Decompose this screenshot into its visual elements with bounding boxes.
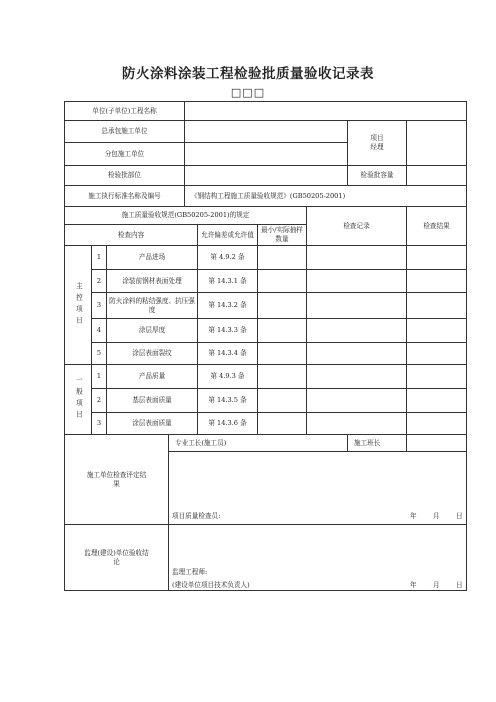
- page-title: 防火涂料涂装工程检验批质量验收记录表: [122, 66, 374, 82]
- item-clause: 第 14.3.6 条: [197, 412, 258, 435]
- check-result-field[interactable]: [406, 318, 467, 343]
- check-result-field[interactable]: [406, 269, 467, 293]
- item-clause: 第 4.9.3 条: [197, 364, 258, 389]
- min-sampling-header: 最小/实际抽样数量: [257, 224, 307, 246]
- check-record-field[interactable]: [306, 245, 407, 270]
- batch-part-field[interactable]: [184, 165, 348, 186]
- item-clause: 第 14.3.5 条: [197, 388, 258, 413]
- item-clause: 第 14.3.1 条: [197, 269, 258, 293]
- supervision-label: [64, 524, 169, 591]
- owner-tech-lead-label: (建设单位项目技术负责人): [172, 581, 250, 589]
- sampling-field[interactable]: [257, 364, 307, 389]
- item-content: 涂层表面裂纹: [106, 342, 198, 365]
- form-number-boxes: □□□: [230, 86, 266, 99]
- general-contractor-label: 总承包施工单位: [64, 120, 185, 143]
- spec-title: 施工质量验收规范(GB50205-2001)的规定: [64, 206, 307, 225]
- sampling-field[interactable]: [257, 388, 307, 413]
- check-record-field[interactable]: [306, 269, 407, 293]
- item-no: 1: [91, 245, 107, 270]
- team-leader-label: 施工班长: [347, 434, 407, 452]
- item-no: 4: [91, 318, 107, 343]
- sampling-field[interactable]: [257, 412, 307, 435]
- item-content: 产品质量: [106, 364, 198, 389]
- item-content: 涂层表面质量: [106, 412, 198, 435]
- item-content: 产品进场: [106, 245, 198, 270]
- project-manager-label: [347, 120, 407, 166]
- check-record-field[interactable]: [306, 342, 407, 365]
- team-leader-field[interactable]: [406, 434, 467, 452]
- standard-name-label: 施工执行标准名称及编号: [64, 185, 185, 207]
- item-no: 3: [91, 412, 107, 435]
- main-items-group-text: 主控项目: [74, 281, 83, 329]
- check-result-field[interactable]: [406, 292, 467, 319]
- item-no: 2: [91, 388, 107, 413]
- eval-day-label: 日: [456, 512, 463, 520]
- check-record-header: 检查记录: [306, 206, 407, 246]
- project-manager-field[interactable]: [406, 120, 467, 166]
- sampling-field[interactable]: [257, 245, 307, 270]
- check-record-field[interactable]: [306, 364, 407, 389]
- item-content: 涂装前钢材表面处理: [106, 269, 198, 293]
- item-content: 防火涂料的粘结强度、抗压强度: [106, 292, 198, 319]
- check-result-field[interactable]: [406, 412, 467, 435]
- item-no: 2: [91, 269, 107, 293]
- general-items-group-label: [64, 364, 92, 435]
- batch-capacity-label: 检验批容量: [347, 165, 407, 186]
- check-content-header: 检查内容: [64, 224, 198, 246]
- sampling-field[interactable]: [257, 318, 307, 343]
- item-clause: 第 14.3.4 条: [197, 342, 258, 365]
- batch-capacity-field[interactable]: [406, 165, 467, 186]
- foreman-label: 专业工长(施工员): [168, 434, 348, 452]
- check-record-field[interactable]: [306, 318, 407, 343]
- check-result-field[interactable]: [406, 388, 467, 413]
- item-content: 涂层厚度: [106, 318, 198, 343]
- unit-project-name-field[interactable]: [184, 101, 467, 121]
- check-record-field[interactable]: [306, 292, 407, 319]
- check-result-field[interactable]: [406, 364, 467, 389]
- item-content: 基层表面质量: [106, 388, 198, 413]
- sampling-field[interactable]: [257, 269, 307, 293]
- sampling-field[interactable]: [257, 342, 307, 365]
- check-record-field[interactable]: [306, 412, 407, 435]
- supervision-year-label: 年: [410, 581, 417, 589]
- item-clause: 第 14.3.2 条: [197, 292, 258, 319]
- check-result-header: 检查结果: [406, 206, 467, 246]
- quality-inspector-label: 项目质量检查员:: [172, 512, 221, 520]
- supervision-engineer-label: 监理工程师:: [172, 568, 208, 576]
- item-clause: 第 14.3.3 条: [197, 318, 258, 343]
- check-record-field[interactable]: [306, 388, 407, 413]
- sampling-field[interactable]: [257, 292, 307, 319]
- item-no: 3: [91, 292, 107, 319]
- unit-project-name-label: 单位(子单位)工程名称: [64, 101, 185, 121]
- batch-part-label: 检验批部位: [64, 165, 185, 186]
- check-result-field[interactable]: [406, 342, 467, 365]
- eval-year-label: 年: [410, 512, 417, 520]
- subcontractor-label: 分包施工单位: [64, 142, 185, 166]
- supervision-label-text: 监理(建设)单位验收结论: [84, 548, 149, 566]
- project-manager-label-line2: 经理: [370, 143, 384, 151]
- check-result-field[interactable]: [406, 245, 467, 270]
- subcontractor-field[interactable]: [184, 142, 348, 166]
- general-contractor-field[interactable]: [184, 120, 348, 143]
- general-items-group-text: 一般项目: [74, 376, 83, 423]
- project-manager-label-line1: 项目: [370, 134, 384, 143]
- item-no: 1: [91, 364, 107, 389]
- supervision-month-label: 月: [433, 581, 440, 589]
- item-clause: 第 4.9.2 条: [197, 245, 258, 270]
- allowed-deviation-header: 允许偏差或允许值: [197, 224, 258, 246]
- construction-eval-label-text: 施工单位检查评定结果: [86, 470, 147, 488]
- construction-eval-label: [64, 434, 169, 525]
- supervision-day-label: 日: [456, 581, 463, 589]
- standard-name-value: 《钢结构工程施工质量验收规范》(GB50205-2001): [184, 185, 467, 207]
- item-no: 5: [91, 342, 107, 365]
- eval-month-label: 月: [433, 512, 440, 520]
- main-items-group-label: [64, 245, 92, 365]
